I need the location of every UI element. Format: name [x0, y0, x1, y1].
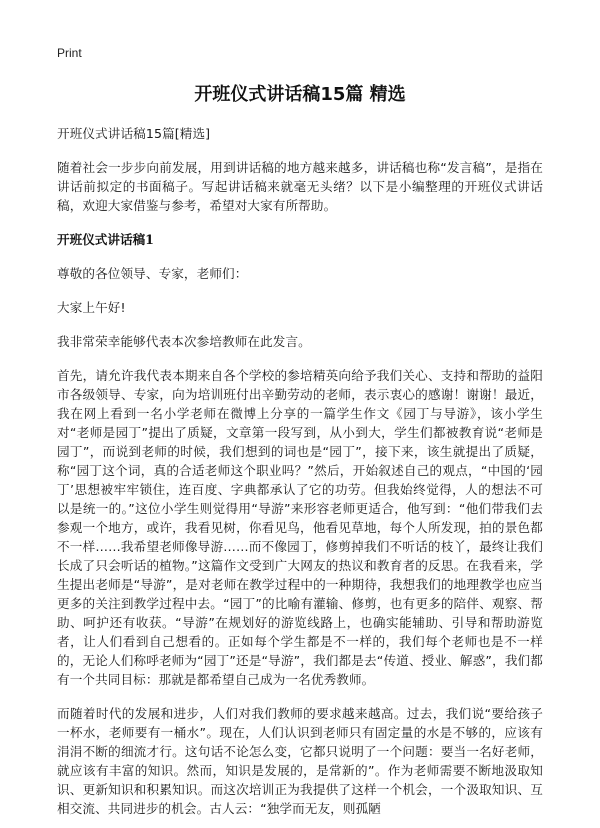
greeting-paragraph: 大家上午好!	[57, 300, 126, 315]
section-heading: 开班仪式讲话稿1	[57, 232, 154, 247]
body-paragraph-1: 首先，请允许我代表本期来自各个学校的参培精英向给予我们关心、支持和帮助的益阳市各级领导、专家，向为培训班付出辛勤劳动的老师，表示衷心的感谢！谢谢！最近，我在网上看到一名小学老师在微博上分享的一篇学生作文《园丁与导游》，该小学生对“老师是园丁”提出了质疑，文章第一段写到，从小到大，学生们都被教育说“老师是园丁”，而说到老师的时候，我们想到的词也是“园丁”，接下来，该生就提出了质疑，称“园丁这个词，真的合适老师这个职业吗？”然后，开始叙述自己的观点，“中国的‘园丁’思想被牢牢锁住，连百度、字典都承认了它的功劳。但我始终觉得，人的想法不可以是统一的。”这位小学生则觉得用“导游”来形容老师更适合，他写到：“他们带我们去参观一个地方，或许，我看见树，你看见鸟，他看见草地，每个人所发现，拍的景色都不一样……我希望老师像导游……而不像园丁，修剪掉我们不听话的枝丫，最终让我们长成了只会听话的植物。”这篇作文受到广大网友的热议和教育者的反思。在我看来，学生提出老师是“导游”，是对老师在教学过程中的一种期待，我想我们的地理教学也应当更多的关注到教学过程中去。“园丁”的比喻有灌输、修剪，也有更多的陪伴、观察、帮助、呵护还有收获。“导游”在规划好的游览线路上，也确实能辅助、引导和帮助游览者，让人们看到自己想看的。正如每个学生都是不一样的，我们每个老师也是不一样的，无论人们称呼老师为“园丁”还是“导游”，我们都是去“传道、授业、解惑”，我们都有一个共同目标：那就是都希望自己成为一名优秀教师。	[57, 368, 543, 687]
print-label: Print	[57, 46, 82, 60]
opening-paragraph: 我非常荣幸能够代表本次参培教师在此发言。	[57, 334, 311, 349]
salutation-paragraph: 尊敬的各位领导、专家，老师们：	[57, 266, 248, 281]
intro-paragraph: 随着社会一步步向前发展，用到讲话稿的地方越来越多，讲话稿也称“发言稿”，是指在讲话前拟定的书面稿子。写起讲话稿来就毫无头绪？以下是小编整理的开班仪式讲话稿，欢迎大家借鉴与参考，希望对大家有所帮助。	[57, 160, 543, 213]
document-title: 开班仪式讲话稿15篇 精选	[194, 84, 406, 105]
document-subtitle: 开班仪式讲话稿15篇[精选]	[57, 126, 211, 141]
body-paragraph-2: 而随着时代的发展和进步，人们对我们教师的要求越来越高。过去，我们说“要给孩子一杯水，老师要有一桶水”。现在，人们认识到老师只有固定量的水是不够的，应该有涓涓不断的细流才行。这句话不论怎么变，它都只说明了一个问题：要当一名好老师，就应该有丰富的知识。然而，知识是发展的，是常新的”。作为老师需要不断地汲取知识、更新知识和积累知识。而这次培训正为我提供了这样一个机会，一个汲取知识、互相交流、共同进步的机会。古人云：“独学而无友，则孤陋	[57, 706, 543, 816]
